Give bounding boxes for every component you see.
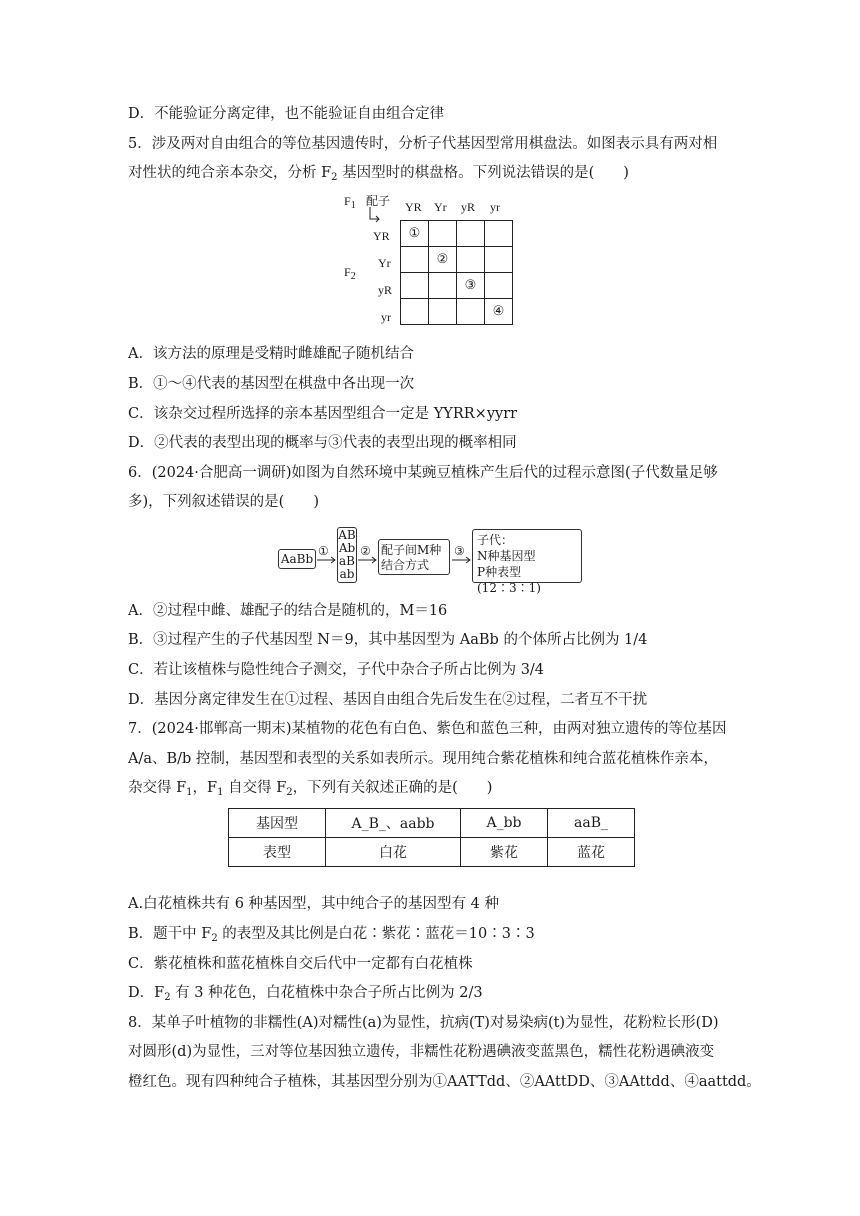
q7-stem-line1: 7．(2024·邯郸高一期末)某植物的花色有白色、紫色和蓝色三种，由两对独立遗传的等位基因 (128, 721, 727, 737)
combination-box (378, 539, 450, 575)
table-header-phenotype: 表型 (229, 838, 326, 867)
f1-label: $F_1$ (344, 194, 356, 211)
offspring-line2: N种基因型 (477, 549, 536, 563)
corner-arrow-icon (368, 207, 382, 223)
q7-option-a: A.白花植株共有 6 种基因型，其中纯合子的基因型有 4 种 (128, 896, 499, 912)
parent-genotype-box: AaBb (278, 549, 316, 569)
gamete-4: ab (339, 567, 355, 581)
table-cell: A_bb (461, 809, 548, 838)
q6-option-c: C．若让该植株与隐性纯合子测交，子代中杂合子所占比例为 3/4 (128, 662, 545, 678)
q7-stem-line2: A/a、B/b 控制，基因型和表型的关系如表所示。现用纯合紫花植株和纯合蓝花植株作亲本， (128, 751, 718, 767)
q7-option-b: B．题干中 $F_2$ 的表型及其比例是白花∶紫花∶蓝花＝10∶3∶3 (128, 926, 535, 944)
q7-stem-line3: 杂交得 $F_1$，$F_1$ 自交得 $F_2$，下列有关叙述正确的是( ) (128, 780, 493, 798)
punnett-square-figure (340, 190, 520, 340)
q8-line1: 8．某单子叶植物的非糯性(A)对糯性(a)为显性，抗病(T)对易染病(t)为显性，花粉粒长形(D) (128, 1015, 719, 1031)
step-3-label: ③ (454, 544, 465, 558)
table-row (229, 838, 635, 867)
arrow-1-icon (317, 556, 337, 564)
cell-mark-4: ④ (485, 299, 513, 325)
col-header-3: yR (461, 200, 476, 214)
gamete-3: aB (339, 554, 355, 568)
gametes-box (337, 527, 357, 583)
genotype-phenotype-table (228, 808, 635, 867)
col-header-2: Yr (434, 200, 447, 214)
q8-line2: 对圆形(d)为显性，三对等位基因独立遗传，非糯性花粉遇碘液变蓝黑色，糯性花粉遇碘液变 (128, 1044, 715, 1060)
process-flow-diagram (278, 527, 588, 595)
table-row (229, 809, 635, 838)
q5-stem-line1: 5．涉及两对自由组合的等位基因遗传时，分析子代基因型常用棋盘法。如图表示具有两对相 (128, 136, 718, 152)
q6-option-a: A．②过程中雌、雄配子的结合是随机的，M＝16 (128, 603, 448, 619)
q4-option-d: D．不能验证分离定律，也不能验证自由组合定律 (128, 106, 445, 122)
row-header-4: yr (381, 310, 391, 324)
q5-stem-line2: 对性状的纯合亲本杂交，分析 $F_2$ 基因型时的棋盘格。下列说法错误的是( ) (128, 165, 629, 183)
col-header-1: YR (405, 200, 422, 214)
offspring-line1: 子代： (477, 533, 514, 547)
q5-option-a: A．该方法的原理是受精时雌雄配子随机结合 (128, 346, 414, 362)
cell-mark-3: ③ (457, 273, 485, 299)
q6-stem-line1: 6．(2024·合肥高一调研)如图为自然环境中某豌豆植株产生后代的过程示意图(子代数量足够 (128, 465, 718, 481)
combination-line1: 配子间M种 (381, 543, 442, 557)
q5-option-d: D．②代表的表型出现的概率与③代表的表型出现的概率相同 (128, 435, 517, 451)
cell-mark-1: ① (401, 221, 429, 247)
q6-stem-line2: 多)，下列叙述错误的是( ) (128, 494, 319, 510)
col-header-4: yr (490, 200, 500, 214)
q8-line3: 橙红色。现有四种纯合子植株，其基因型分别为①AATTdd、②AAttDD、③AAttdd、④aattdd。 (128, 1074, 761, 1090)
arrow-3-icon (452, 556, 472, 564)
table-cell: 白花 (326, 838, 461, 867)
row-header-3: yR (378, 283, 393, 297)
table-header-genotype: 基因型 (229, 809, 326, 838)
row-header-1: YR (373, 229, 390, 243)
cell-mark-2: ② (429, 247, 457, 273)
q6-option-d: D．基因分离定律发生在①过程、基因自由组合先后发生在②过程，二者互不干扰 (128, 692, 648, 708)
gamete-1: AB (338, 528, 356, 542)
q6-option-b: B．③过程产生的子代基因型 N＝9，其中基因型为 AaBb 的个体所占比例为 1/4 (128, 632, 648, 648)
offspring-line3: P种表型(12∶3∶1) (477, 565, 541, 595)
gamete-label: 配子 (366, 194, 391, 208)
row-header-2: Yr (378, 256, 391, 270)
combination-line2: 结合方式 (381, 558, 430, 572)
q7-option-d: D．$F_2$ 有 3 种花色，白花植株中杂合子所占比例为 2/3 (128, 985, 483, 1003)
table-cell: aaB_ (548, 809, 635, 838)
f2-label: $F_2$ (344, 265, 356, 282)
arrow-2-icon (358, 556, 378, 564)
table-cell: 蓝花 (548, 838, 635, 867)
table-cell: A_B_、aabb (326, 809, 461, 838)
punnett-grid (400, 220, 513, 325)
step-2-label: ② (360, 544, 371, 558)
step-1-label: ① (318, 544, 329, 558)
offspring-box (472, 529, 582, 595)
table-cell: 紫花 (461, 838, 548, 867)
q5-option-c: C．该杂交过程所选择的亲本基因型组合一定是 YYRR×yyrr (128, 406, 518, 422)
gamete-2: Ab (338, 541, 356, 555)
q5-option-b: B．①～④代表的基因型在棋盘中各出现一次 (128, 376, 415, 392)
q7-option-c: C．紫花植株和蓝花植株自交后代中一定都有白花植株 (128, 956, 473, 972)
